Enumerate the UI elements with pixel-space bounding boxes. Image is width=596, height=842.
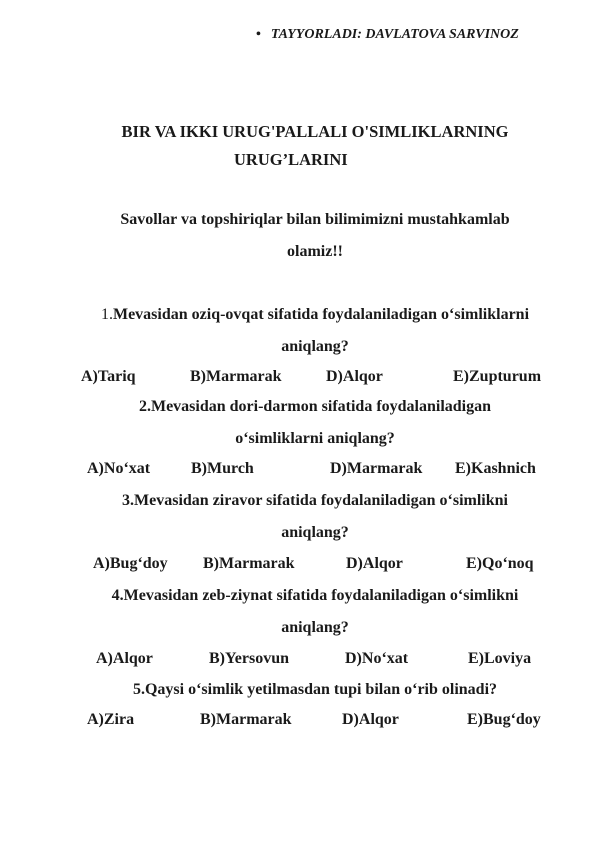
question-4-line-2: aniqlang? [281, 619, 349, 636]
option-d: D)Marmarak [330, 460, 423, 477]
option-e: E)Qo‘noq [466, 555, 534, 572]
question-5-options [0, 711, 596, 733]
question-1-line-1 [40, 306, 590, 324]
option-b: B)Murch [191, 460, 254, 477]
option-b: B)Marmarak [200, 711, 292, 728]
question-1-line-2: aniqlang? [281, 338, 349, 355]
question-3-options [0, 555, 596, 577]
option-e: E)Kashnich [455, 460, 536, 477]
option-a: A)No‘xat [87, 460, 151, 477]
author-line [256, 27, 519, 43]
option-a: A)Zira [87, 711, 135, 728]
question-1-options [0, 368, 596, 390]
bullet-icon: • [256, 27, 261, 42]
question-1-text: Mevasidan oziq-ovqat sifatida foydalaniladigan o‘simliklarni [112, 306, 530, 323]
option-b: B)Marmarak [190, 368, 282, 385]
question-1-number: 1. [100, 306, 113, 323]
option-d: D)No‘xat [345, 650, 409, 667]
option-d: D)Alqor [346, 555, 403, 572]
option-e: E)Bug‘doy [467, 711, 541, 728]
intro-line-2: olamiz!! [287, 243, 343, 260]
option-a: A)Alqor [96, 650, 153, 667]
question-3-line-2: aniqlang? [281, 524, 349, 541]
document-title-line-2-text: URUG’LARINI [234, 150, 348, 169]
document-title-line-1: BIR VA IKKI URUG'PALLALI O'SIMLIKLARNING [121, 122, 509, 141]
question-4-line-1: 4.Mevasidan zeb-ziynat sifatida foydalaniladigan o‘simlikni [111, 587, 519, 604]
option-a: A)Bug‘doy [93, 555, 168, 572]
question-2-line-1: 2.Mevasidan dori-darmon sifatida foydalaniladigan [138, 398, 492, 415]
option-e: E)Loviya [468, 650, 532, 667]
option-d: D)Alqor [342, 711, 399, 728]
author-text: TAYYORLADI: DAVLATOVA SARVINOZ [270, 27, 519, 42]
question-2-line-2: o‘simliklarni aniqlang? [235, 430, 395, 447]
question-2-options [0, 460, 596, 482]
question-5-line-1: 5.Qaysi o‘simlik yetilmasdan tupi bilan o‘rib olinadi? [132, 681, 498, 698]
question-4-options [0, 650, 596, 672]
option-b: B)Marmarak [203, 555, 295, 572]
option-d: D)Alqor [326, 368, 383, 385]
intro-line-1: Savollar va topshiriqlar bilan bilimimizni mustahkamlab [120, 211, 510, 228]
option-a: A)Tariq [81, 368, 136, 385]
question-3-line-1: 3.Mevasidan ziravor sifatida foydalaniladigan o‘simlikni [122, 492, 508, 509]
option-e: E)Zupturum [453, 368, 542, 385]
option-b: B)Yersovun [209, 650, 290, 667]
